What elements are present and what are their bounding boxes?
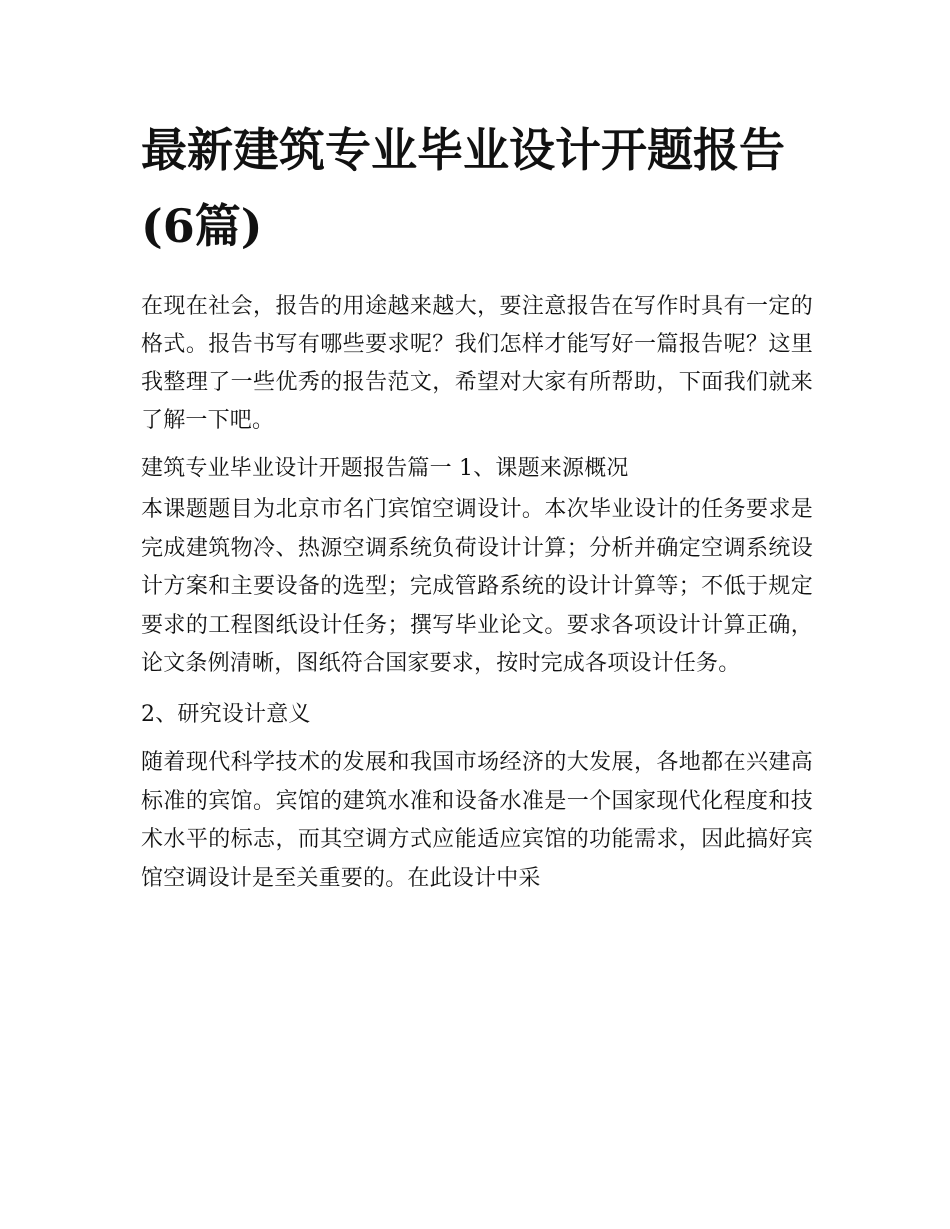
research-significance-heading: 2、研究设计意义 — [141, 701, 311, 727]
document-content — [141, 112, 813, 898]
document-title: 最新建筑专业毕业设计开题报告(6篇) — [141, 123, 785, 253]
project-overview-paragraph: 本课题题目为北京市名门宾馆空调设计。本次毕业设计的任务要求是完成建筑物冷、热源空调系统负荷设计计算；分析并确定空调系统设计方案和主要设备的选型；完成管路系统的设计计算等；不低于规定要求的工程图纸设计任务；撰写毕业论文。要求各项设计计算正确，论文条例清晰，图纸符合国家要求，按时完成各项设计任务。 — [141, 497, 813, 677]
section-heading-paragraph: 建筑专业毕业设计开题报告篇一 1、课题来源概况 — [141, 456, 629, 481]
research-significance-paragraph: 随着现代科学技术的发展和我国市场经济的大发展，各地都在兴建高标准的宾馆。宾馆的建筑水准和设备水准是一个国家现代化程度和技术水平的标志，而其空调方式应能适应宾馆的功能需求，因此搞好宾馆空调设计是至关重要的。在此设计中采 — [141, 749, 813, 891]
intro-paragraph: 在现在社会，报告的用途越来越大，要注意报告在写作时具有一定的格式。报告书写有哪些要求呢？我们怎样才能写好一篇报告呢？这里我整理了一些优秀的报告范文，希望对大家有所帮助，下面我们就来了解一下吧。 — [141, 294, 813, 433]
